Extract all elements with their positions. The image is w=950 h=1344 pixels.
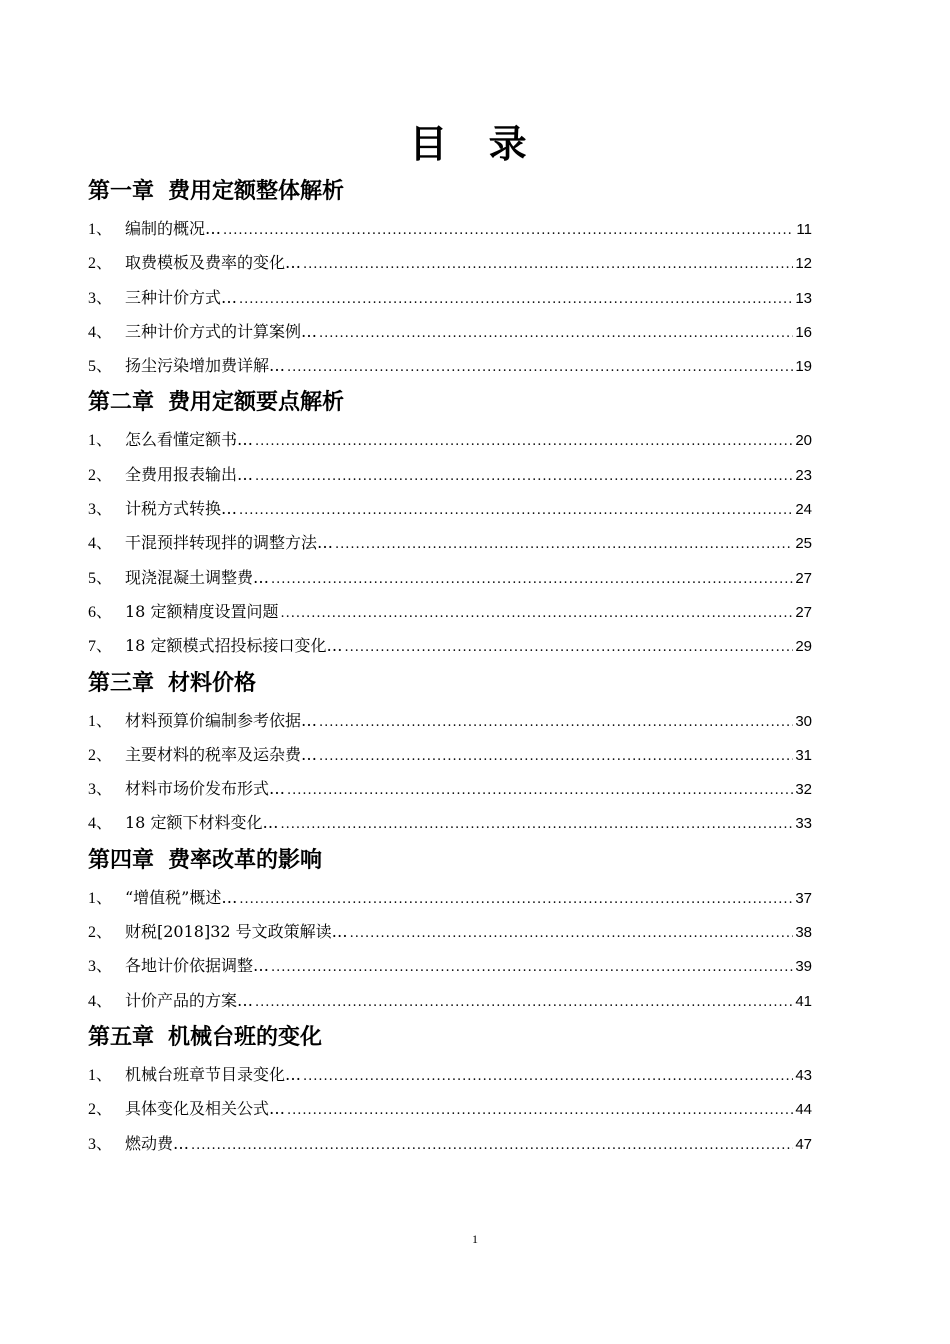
entry-number: 2、 <box>88 924 113 942</box>
dot-leader <box>319 740 793 774</box>
entry-page-number: 13 <box>795 289 812 307</box>
entry-text: 材料市场价发布形式… <box>125 779 286 799</box>
dot-leader <box>303 1060 793 1094</box>
entry-text: 18 定额精度设置问题 <box>125 601 279 621</box>
toc-entry[interactable] <box>88 704 812 738</box>
toc-entry[interactable] <box>88 1092 812 1126</box>
footer-page-number: 1 <box>472 1232 478 1246</box>
entry-number: 4、 <box>88 535 113 553</box>
dot-leader <box>319 706 793 740</box>
chapter-label: 第一章 <box>88 179 155 204</box>
toc-entry[interactable] <box>88 949 812 983</box>
chapter-5 <box>88 1018 812 1161</box>
chapter-heading[interactable] <box>88 383 812 423</box>
entry-number: 1、 <box>88 221 113 238</box>
chapter-label: 第五章 <box>88 1024 155 1050</box>
entry-page-number: 27 <box>795 569 812 587</box>
entry-page-number: 30 <box>795 712 812 730</box>
dot-leader <box>303 248 793 282</box>
entry-page-number: 16 <box>795 323 812 341</box>
entry-text: 主要材料的税率及运杂费… <box>125 744 318 764</box>
entry-number: 3、 <box>88 1135 113 1153</box>
chapter-name: 费用定额整体解析 <box>168 179 345 204</box>
entry-page-number: 29 <box>795 638 812 656</box>
entry-number: 2、 <box>88 255 113 273</box>
toc-entry[interactable] <box>88 315 812 349</box>
toc-entry[interactable] <box>88 458 812 492</box>
entry-number: 2、 <box>88 1101 113 1119</box>
toc-entry[interactable] <box>88 423 812 457</box>
entry-number: 4、 <box>88 323 113 341</box>
toc-entry[interactable] <box>88 595 812 629</box>
entry-page-number: 41 <box>795 992 812 1010</box>
entry-text: 计价产品的方案… <box>125 990 254 1010</box>
toc-entry[interactable] <box>88 281 812 315</box>
dot-leader <box>350 917 794 951</box>
dot-leader <box>239 283 793 317</box>
toc-entry[interactable] <box>88 772 812 806</box>
toc-entry[interactable] <box>88 915 812 949</box>
chapter-name: 费率改革的影响 <box>168 847 323 873</box>
entry-number: 1、 <box>88 1066 113 1084</box>
entry-page-number: 43 <box>795 1066 812 1084</box>
entry-text: 编制的概况… <box>125 219 222 238</box>
toc-entry[interactable] <box>88 738 812 772</box>
entry-page-number: 39 <box>795 958 812 976</box>
chapter-heading[interactable] <box>88 172 812 212</box>
toc-entry[interactable] <box>88 526 812 560</box>
chapter-1 <box>88 172 812 383</box>
entry-text: 扬尘污染增加费详解… <box>125 356 286 376</box>
entry-page-number: 37 <box>795 889 812 907</box>
dot-leader <box>280 808 793 842</box>
entry-page-number: 44 <box>795 1101 812 1119</box>
entry-text: 燃动费… <box>125 1133 190 1153</box>
entry-page-number: 25 <box>795 535 812 553</box>
dot-leader <box>191 1129 793 1163</box>
dot-leader <box>255 986 793 1020</box>
entry-page-number: 31 <box>795 746 812 764</box>
entry-text: 机械台班章节目录变化… <box>125 1064 302 1084</box>
dot-leader <box>271 563 793 597</box>
chapter-2 <box>88 383 812 663</box>
entry-number: 2、 <box>88 746 113 764</box>
entry-text: “增值税”概述… <box>125 887 238 907</box>
dot-leader <box>239 494 793 528</box>
dot-leader <box>319 317 793 351</box>
dot-leader <box>287 1094 793 1128</box>
chapter-heading[interactable] <box>88 664 812 704</box>
toc-entry[interactable] <box>88 492 812 526</box>
entry-text: 三种计价方式的计算案例… <box>125 321 318 341</box>
toc-entry[interactable] <box>88 881 812 915</box>
entry-number: 3、 <box>88 289 113 307</box>
toc-entry[interactable] <box>88 984 812 1018</box>
entry-page-number: 27 <box>795 603 812 621</box>
dot-leader <box>344 631 793 665</box>
entry-number: 6、 <box>88 603 113 621</box>
dot-leader <box>287 774 793 808</box>
entry-number: 5、 <box>88 358 113 376</box>
entry-text: 取费模板及费率的变化… <box>125 253 302 273</box>
toc-entry[interactable] <box>88 212 812 246</box>
entry-number: 4、 <box>88 815 113 833</box>
dot-leader <box>255 460 793 494</box>
dot-leader <box>223 214 794 248</box>
chapter-4 <box>88 841 812 1018</box>
dot-leader <box>335 528 793 562</box>
entry-page-number: 20 <box>795 432 812 450</box>
dot-leader <box>287 351 793 385</box>
entry-page-number: 32 <box>795 781 812 799</box>
dot-leader <box>239 883 793 917</box>
entry-page-number: 12 <box>795 255 812 273</box>
entry-page-number: 38 <box>795 924 812 942</box>
page-title: 目 录 <box>409 122 541 166</box>
chapter-label: 第二章 <box>88 390 155 416</box>
entry-page-number: 19 <box>795 358 812 376</box>
entry-text: 干混预拌转现拌的调整方法… <box>125 533 334 553</box>
chapter-heading[interactable] <box>88 1018 812 1058</box>
entry-text: 全费用报表输出… <box>125 464 254 484</box>
toc-entry[interactable] <box>88 629 812 663</box>
toc-entry[interactable] <box>88 806 812 840</box>
entry-page-number: 33 <box>795 815 812 833</box>
entry-number: 1、 <box>88 712 113 730</box>
entry-text: 材料预算价编制参考依据… <box>125 710 318 730</box>
entry-page-number: 24 <box>795 501 812 519</box>
entry-text: 各地计价依据调整… <box>125 956 270 976</box>
entry-text: 具体变化及相关公式… <box>125 1099 286 1119</box>
entry-number: 1、 <box>88 889 113 907</box>
chapter-name: 费用定额要点解析 <box>168 390 345 416</box>
toc-entry[interactable] <box>88 349 812 383</box>
entry-number: 1、 <box>88 432 113 450</box>
entry-page-number: 47 <box>795 1135 812 1153</box>
entry-number: 4、 <box>88 992 113 1010</box>
table-of-contents <box>88 172 812 1161</box>
toc-entry[interactable] <box>88 246 812 280</box>
dot-leader <box>280 597 793 631</box>
toc-entry[interactable] <box>88 1127 812 1161</box>
entry-page-number: 23 <box>795 466 812 484</box>
chapter-3 <box>88 664 812 841</box>
chapter-name: 机械台班的变化 <box>168 1024 323 1050</box>
entry-number: 2、 <box>88 466 113 484</box>
entry-number: 7、 <box>88 638 113 656</box>
entry-text: 三种计价方式… <box>125 287 238 307</box>
entry-text: 18 定额下材料变化… <box>125 813 279 833</box>
entry-text: 财税[2018]32 号文政策解读… <box>125 922 348 942</box>
entry-number: 3、 <box>88 501 113 519</box>
entry-text: 怎么看懂定额书… <box>125 430 254 450</box>
dot-leader <box>255 425 793 459</box>
toc-entry[interactable] <box>88 561 812 595</box>
chapter-label: 第四章 <box>88 847 155 873</box>
entry-text: 18 定额模式招投标接口变化… <box>125 636 343 656</box>
chapter-heading[interactable] <box>88 841 812 881</box>
dot-leader <box>271 951 793 985</box>
entry-number: 5、 <box>88 569 113 587</box>
entry-text: 计税方式转换… <box>125 499 238 519</box>
entry-text: 现浇混凝土调整费… <box>125 567 270 587</box>
entry-number: 3、 <box>88 958 113 976</box>
toc-entry[interactable] <box>88 1058 812 1092</box>
chapter-name: 材料价格 <box>168 670 257 696</box>
entry-number: 3、 <box>88 781 113 799</box>
chapter-label: 第三章 <box>88 670 155 696</box>
entry-page-number: 11 <box>796 221 812 238</box>
